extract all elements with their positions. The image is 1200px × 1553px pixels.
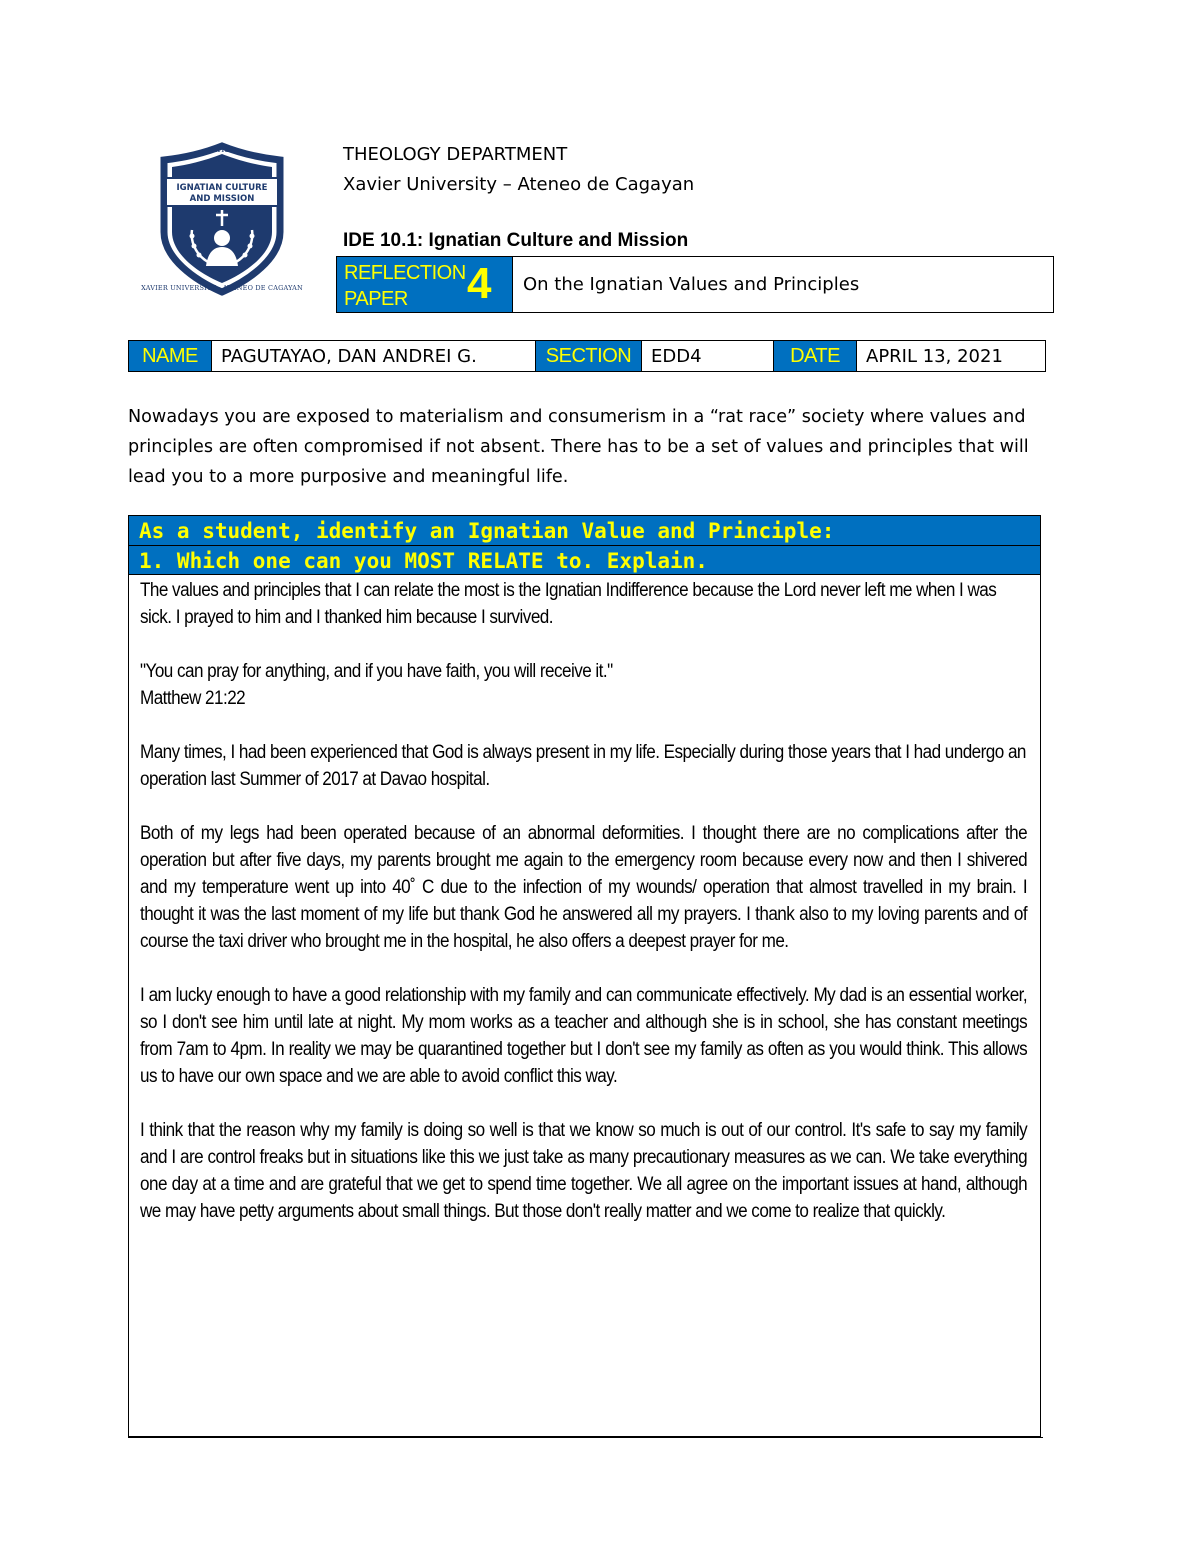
bottom-rule [128, 1437, 1043, 1438]
date-field[interactable]: APRIL 13, 2021 [866, 345, 1003, 367]
name-label: NAME [129, 341, 212, 371]
course-title: IDE 10.1: Ignatian Culture and Mission [343, 230, 689, 251]
date-label: DATE [774, 341, 857, 371]
ihs-mark: IHS [214, 145, 230, 154]
section-field[interactable]: EDD4 [642, 341, 774, 371]
intro-paragraph: Nowadays you are exposed to materialism and consumerism in a “rat race” society where values and principles are often compromised if not absent. There has to be a set of values and principles that will lead you to a more purposive and meaningful life. [128, 407, 1029, 487]
reflection-title: On the Ignatian Values and Principles [523, 274, 860, 295]
department-title: THEOLOGY DEPARTMENT [343, 144, 568, 165]
scripture-block [140, 658, 1027, 712]
name-field[interactable]: PAGUTAYAO, DAN ANDREI G. [212, 341, 536, 371]
question-prompt: 1. Which one can you MOST RELATE to. Explain. [129, 545, 1040, 574]
reflection-paper-table [336, 256, 1054, 313]
answer-area[interactable] [129, 574, 1040, 1225]
svg-text:AND MISSION: AND MISSION [189, 194, 255, 204]
question-heading: As a student, identify an Ignatian Value and Principle: [129, 516, 1040, 545]
scripture-quote: "You can pray for anything, and if you have faith, you will receive it." [140, 661, 613, 682]
ignatian-culture-logo [132, 140, 312, 300]
reflection-label: REFLECTION PAPER [344, 262, 466, 310]
logo-caption: XAVIER UNIVERSITY · ATENEO DE CAGAYAN [141, 284, 303, 292]
section-label: SECTION [536, 341, 642, 371]
reflection-label-cell [337, 257, 513, 312]
scripture-citation: Matthew 21:22 [140, 688, 246, 709]
answer-paragraph-5: I think that the reason why my family is doing so well is that we know so much is out of our control. It's safe to say my family and I are control freaks but in situations like this we just take as many precautionary measures as we can. We take everything one day at a time and are grateful that we get to spend time together. We all agree on the important issues at hand, although we may have petty arguments about small things. But those don't really matter and we come to realize that quickly. [140, 1120, 1028, 1222]
answer-paragraph-1: The values and principles that I can relate the most is the Ignatian Indifference because the Lord never left me when I was sick. I prayed to him and I thanked him because I survived. [140, 580, 997, 628]
answer-paragraph-2: Many times, I had been experienced that God is always present in my life. Especially during those years that I had undergo an operation last Summer of 2017 at Davao hospital. [140, 742, 1026, 790]
student-info-row [128, 340, 1046, 372]
reflection-number: 4 [467, 259, 492, 308]
svg-text:IGNATIAN CULTURE: IGNATIAN CULTURE [176, 183, 268, 193]
question-box [128, 515, 1041, 1437]
university-name: Xavier University – Ateneo de Cagayan [343, 174, 695, 195]
answer-paragraph-3: Both of my legs had been operated because of an abnormal deformities. I thought there are no complications after the operation but after five days, my parents brought me again to the emergency room because every now and then I shivered and my temperature went up into 40˚ C due to the infection of my wounds/ operation that almost travelled in my brain. I thought it was the last moment of my life but thank God he answered all my prayers. I thank also to my loving parents and of course the taxi driver who brought me in the hospital, he also offers a deepest prayer for me. [140, 823, 1028, 952]
answer-paragraph-4: I am lucky enough to have a good relationship with my family and can communicate effectively. My dad is an essential worker, so I don't see him until late at night. My mom works as a teacher and although she is in school, she has constant meetings from 7am to 4pm. In reality we may be quarantined together but I don't see my family as often as you would think. This allows us to have our own space and we are able to avoid conflict this way. [140, 985, 1028, 1087]
